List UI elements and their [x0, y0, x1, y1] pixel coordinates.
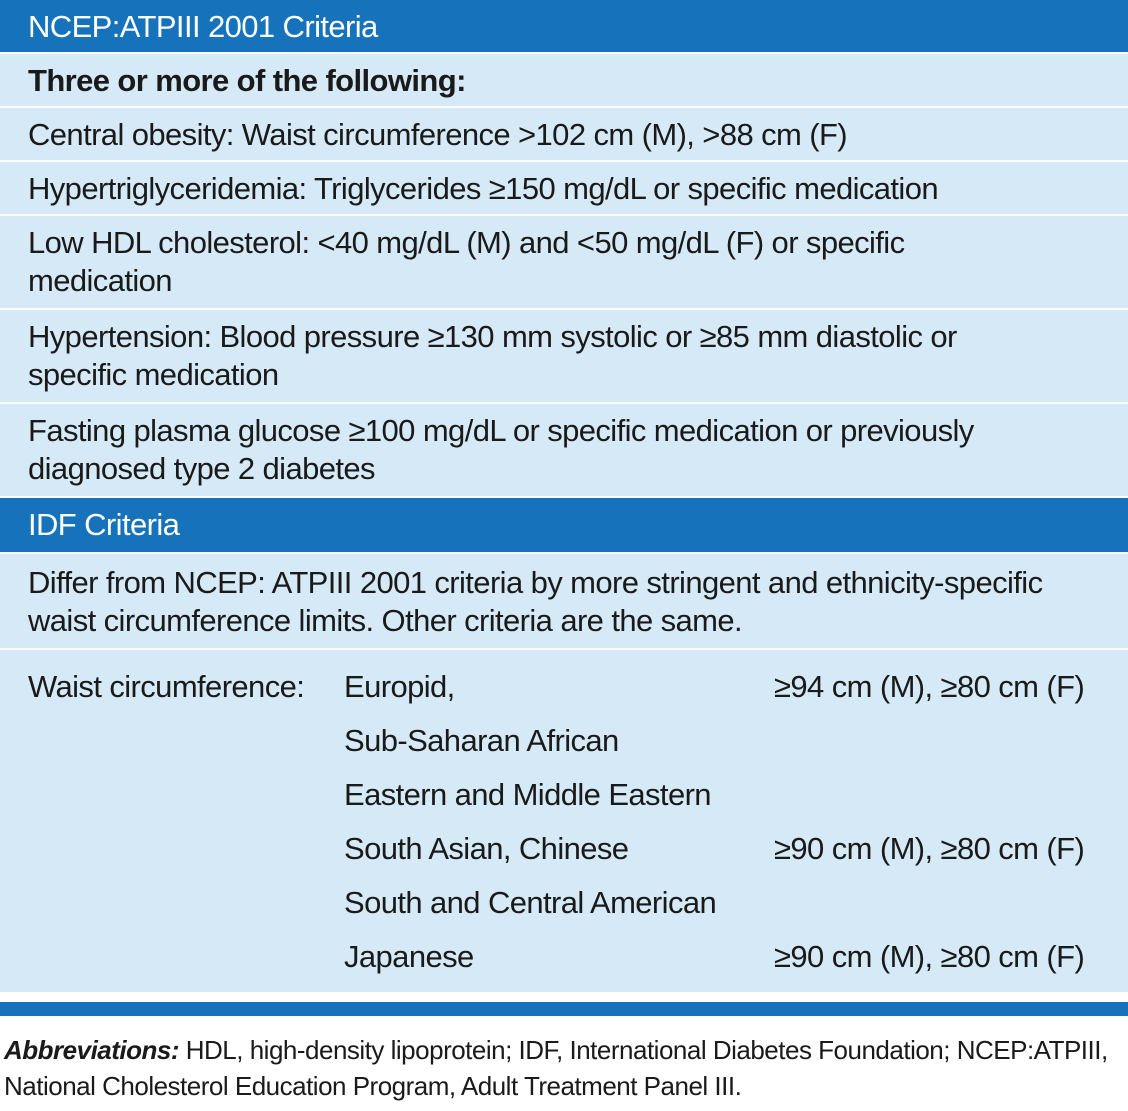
- criterion-text: Fasting plasma glucose ≥100 mg/dL or specific medication or previously diagnosed type 2 diabetes: [28, 413, 974, 486]
- ncep-header-text: NCEP:ATPIII 2001 Criteria: [28, 9, 378, 44]
- waist-group: South Asian, Chinese: [344, 831, 629, 866]
- criterion-text: Low HDL cholesterol: <40 mg/dL (M) and <50 mg/dL (F) or specific medication: [28, 225, 905, 298]
- waist-row-middle-eastern: [28, 768, 1114, 822]
- waist-row-europid: [28, 660, 1114, 714]
- waist-group: Eastern and Middle Eastern: [344, 777, 711, 812]
- idf-header-text: IDF Criteria: [28, 507, 180, 542]
- waist-value: ≥90 cm (M), ≥80 cm (F): [774, 939, 1085, 974]
- criterion-text: Hypertension: Blood pressure ≥130 mm systolic or ≥85 mm diastolic or specific medication: [28, 319, 957, 392]
- idf-description-text: Differ from NCEP: ATPIII 2001 criteria by more stringent and ethnicity-specific waist circumference limits. Other criteria are the same.: [28, 565, 1043, 638]
- abbreviations-label: Abbreviations:: [4, 1035, 180, 1065]
- criterion-text: Central obesity: Waist circumference >102 cm (M), >88 cm (F): [28, 117, 848, 152]
- criterion-text: Hypertriglyceridemia: Triglycerides ≥150 mg/dL or specific medication: [28, 171, 939, 206]
- waist-value: ≥94 cm (M), ≥80 cm (F): [774, 669, 1085, 704]
- waist-circumference-block: [0, 650, 1128, 994]
- idf-description-row: [0, 554, 1128, 650]
- table-bottom-rule: [0, 1002, 1128, 1016]
- waist-value: ≥90 cm (M), ≥80 cm (F): [774, 831, 1085, 866]
- abbreviations-text: HDL, high-density lipoprotein; IDF, International Diabetes Foundation; NCEP:ATPIII, National Cholesterol Education Program, Adult Treatment Panel III.: [4, 1035, 1108, 1101]
- idf-header: [0, 498, 1128, 554]
- abbreviations-footnote: [4, 1032, 1124, 1104]
- criterion-row-glucose: [0, 404, 1128, 498]
- waist-group: Europid,: [344, 669, 455, 704]
- criterion-row-obesity: [0, 108, 1128, 162]
- waist-label: Waist circumference:: [28, 669, 305, 704]
- criterion-row-hdl: [0, 216, 1128, 310]
- waist-row-subsaharan: [28, 714, 1114, 768]
- waist-group: South and Central American: [344, 885, 717, 920]
- waist-row-south-asian: [28, 822, 1114, 876]
- ncep-header: [0, 0, 1128, 54]
- waist-group: Japanese: [344, 939, 474, 974]
- criterion-row-hypertension: [0, 310, 1128, 404]
- criterion-row-triglycerides: [0, 162, 1128, 216]
- waist-row-japanese: [28, 930, 1114, 984]
- ncep-intro-text: Three or more of the following:: [28, 63, 466, 98]
- waist-row-south-central-american: [28, 876, 1114, 930]
- waist-group: Sub-Saharan African: [344, 723, 619, 758]
- ncep-intro-row: [0, 54, 1128, 108]
